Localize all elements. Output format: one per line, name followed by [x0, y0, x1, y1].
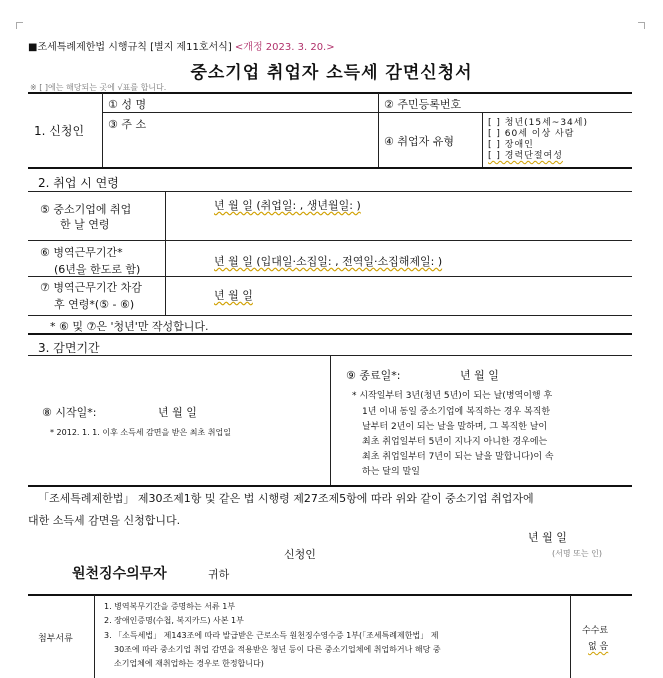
end-date-value[interactable]: 년 월 일 [460, 369, 499, 382]
recipient-title: 원천징수의무자 [72, 566, 167, 582]
type-career-break-checkbox[interactable]: [ ] 경력단절여성 [488, 151, 563, 161]
row7-value[interactable]: 년 월 일 [214, 289, 253, 302]
s1-mid-divider [378, 93, 379, 167]
page-title: 중소기업 취업자 소득세 감면신청서 [190, 63, 473, 83]
type-senior-checkbox[interactable]: [ ] 60세 이상 사람 [488, 129, 575, 139]
end-date-label: ⑨ 종료일*: [346, 369, 401, 382]
s2-row6-rule [28, 276, 632, 277]
type-disabled-checkbox[interactable]: [ ] 장애인 [488, 140, 534, 150]
instruction-text: ※ [ ]에는 해당되는 곳에 √표를 합니다. [30, 83, 167, 92]
s2-bottom-rule [28, 333, 632, 335]
attachment-item-1: 1. 병역복무기간을 증명하는 서류 1부 [104, 602, 236, 611]
attachments-right-divider [570, 595, 571, 678]
corner-mark-right [638, 22, 645, 29]
address-label: ③ 주 소 [108, 118, 147, 131]
start-date-label: ⑧ 시작일*: [42, 406, 97, 419]
s2-divider [165, 191, 166, 315]
rrn-label: ② 주민등록번호 [384, 98, 462, 111]
s1-right-divider [482, 112, 483, 167]
corner-mark-left [16, 22, 23, 29]
row5-label-2: 한 날 연령 [60, 218, 110, 231]
s2-row5-rule [28, 240, 632, 241]
fee-value: 없 음 [588, 642, 609, 652]
s1-left-divider [102, 93, 103, 167]
end-note-line-2: 1년 이내 동일 중소기업에 복직하는 경우 복직한 [362, 407, 551, 417]
revision-text: <개정 2023. 3. 20.> [234, 42, 335, 53]
start-date-value[interactable]: 년 월 일 [158, 406, 197, 419]
end-note-line-1: * 시작일부터 3년(청년 5년)이 되는 날(병역이행 후 [352, 391, 553, 401]
form-reference [28, 38, 335, 53]
row6-label-1: ⑥ 병역근무기간* [40, 246, 123, 259]
attachments-top-rule [28, 594, 632, 596]
employee-type-label: ④ 취업자 유형 [384, 135, 454, 148]
name-label: ① 성 명 [108, 98, 147, 111]
attachment-item-3-cont-1: 30조에 따라 중소기업 취업 감면을 적용받은 청년 등이 다른 중소기업체에 취업하거나 해당 중 [114, 645, 441, 654]
end-note-line-4: 최초 취업일부터 5년이 지나지 아니한 경우에는 [362, 437, 548, 447]
section3-heading: 3. 감면기간 [38, 341, 100, 355]
signature-hint: (서명 또는 인) [552, 549, 602, 558]
fee-label: 수수료 [582, 626, 609, 636]
attachments-left-divider [94, 595, 95, 678]
s2-heading-rule [28, 191, 632, 192]
section2-heading: 2. 취업 시 연령 [38, 176, 119, 190]
row7-label-2: 후 연령*(⑤ - ⑥) [54, 298, 135, 311]
start-date-note: * 2012. 1. 1. 이후 소득세 감면을 받은 최초 취업일 [50, 428, 231, 437]
section1-heading: 1. 신청인 [34, 124, 85, 138]
end-note-line-3: 날부터 2년이 되는 날을 말하며, 그 복직한 날이 [362, 422, 548, 432]
end-note-line-5: 최초 취업일부터 7년이 되는 날을 말합니다)이 속 [362, 452, 554, 462]
recipient-suffix: 귀하 [208, 568, 230, 581]
type-youth-checkbox[interactable]: [ ] 청년(15세~34세) [488, 118, 588, 128]
applicant-label: 신청인 [284, 548, 316, 561]
row6-label-2: (6년을 한도로 함) [54, 263, 141, 276]
s3-divider [330, 355, 331, 485]
attachment-item-3-cont-2: 소기업체에 재취업하는 경우로 한정합니다) [114, 659, 264, 668]
attachment-item-3: 3. 「소득세법」 제143조에 따라 발급받은 근로소득 원천징수영수증 1부(「조세특례제한법」 제 [104, 631, 439, 640]
attachment-item-2: 2. 장애인증명(수첩, 복지카드) 사본 1부 [104, 616, 244, 625]
row6-value[interactable]: 년 월 일 (입대일·소집일: , 전역일·소집해제일: ) [214, 255, 443, 268]
form-ref-text: ■조세특례제한법 시행규칙 [별지 제11호서식] [28, 42, 232, 53]
s3-bottom-rule [28, 485, 632, 487]
end-note-line-6: 하는 달의 말일 [362, 467, 420, 477]
declaration-date[interactable]: 년 월 일 [528, 531, 567, 544]
row5-label-1: ⑤ 중소기업에 취업 [40, 203, 132, 216]
title-rule [28, 92, 632, 94]
row5-value[interactable]: 년 월 일 (취업일: , 생년월일: ) [214, 199, 361, 212]
row7-label-1: ⑦ 병역근무기간 차감 [40, 281, 142, 294]
s1-row-rule [102, 112, 632, 113]
declaration-line-2: 대한 소득세 감면을 신청합니다. [28, 514, 181, 527]
s2-row7-rule [28, 315, 632, 316]
attachments-label: 첨부서류 [38, 634, 73, 644]
section2-note: * ⑥ 및 ⑦은 '청년'만 작성합니다. [50, 320, 209, 333]
declaration-line-1: 「조세특례제한법」 제30조제1항 및 같은 법 시행령 제27조제5항에 따라 위와 같이 중소기업 취업자에 [38, 492, 534, 505]
s1-bottom-rule [28, 167, 632, 169]
